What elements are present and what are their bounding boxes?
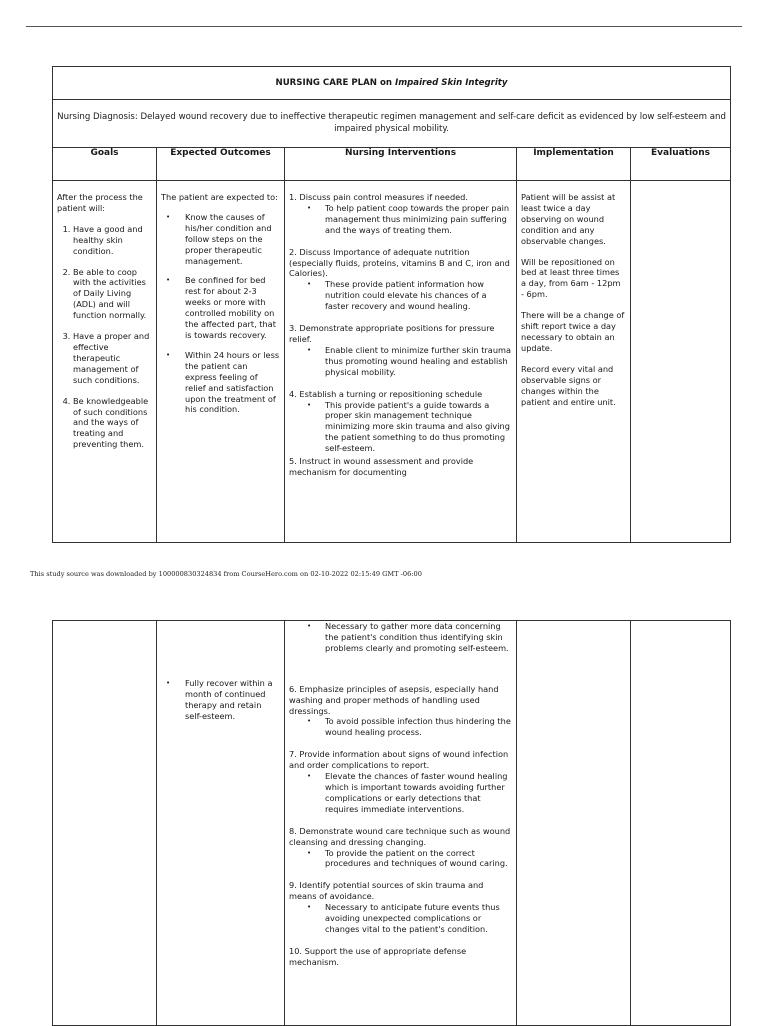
implementation-item: There will be a change of shift report twice a day necessary to obtain an update.	[521, 310, 625, 353]
implementation-item: Record every vital and observable signs or changes within the patient and entire unit.	[521, 363, 616, 407]
intervention-text: 7. Provide information about signs of wound infection and order complications to report.	[289, 749, 509, 771]
evaluations-cell	[631, 181, 731, 543]
outcome-item: • Fully recover within a month of continued therapy and retain self-esteem.	[179, 678, 280, 722]
intervention-text: 3. Demonstrate appropriate positions for pressure relief.	[289, 323, 495, 344]
intervention-rationale: • To provide the patient on the correct procedures and techniques of wound caring.	[325, 848, 512, 870]
header-goals: Goals	[53, 148, 157, 181]
implementation-item: Patient will be assist at least twice a day observing on wound condition and any observable changes.	[521, 192, 616, 246]
outcomes-list-continued	[161, 678, 280, 722]
implementation-cell	[517, 181, 631, 543]
goal-item: 4. Be knowledgeable of such conditions and the ways of treating and preventing them.	[73, 396, 152, 451]
intervention-text: 1. Discuss pain control measures if needed.	[289, 192, 468, 202]
intervention-rationale: • Necessary to anticipate future events thus avoiding unexpected complications or changes vital to the patient's condition.	[325, 902, 512, 935]
intervention-text: 10. Support the use of appropriate defense mechanism.	[289, 945, 467, 967]
care-plan-title	[53, 67, 731, 100]
header-nursing-interventions: Nursing Interventions	[285, 148, 517, 181]
intervention-rationale: • To help patient coop towards the proper pain management thus minimizing pain suffering and the ways of treating them.	[325, 203, 512, 236]
download-watermark: This study source was downloaded by 100000830324834 from CourseHero.com on 02-10-2022 02:15:49 GMT -06:00	[30, 570, 422, 578]
goal-item: 3. Have a proper and effective therapeutic management of such conditions.	[73, 331, 152, 386]
outcome-item: • Within 24 hours or less the patient can express feeling of relief and satisfaction upon the treatment of his condition.	[179, 350, 280, 415]
interventions-cell	[285, 181, 517, 543]
intervention-rationale: • Elevate the chances of faster wound healing which is important towards avoiding further complications or early detections that requires immediate interventions.	[325, 771, 512, 815]
outcome-item: • Be confined for bed rest for about 2-3 weeks or more with controlled mobility on the affected part, that is towards recovery.	[179, 275, 280, 340]
goals-intro: After the process the patient will:	[57, 192, 143, 213]
interventions-cell-continued	[285, 621, 517, 1026]
intervention-text: 8. Demonstrate wound care technique such as wound cleansing and dressing changing.	[289, 825, 511, 847]
outcomes-intro: The patient are expected to:	[161, 192, 278, 202]
intervention-rationale: • Necessary to gather more data concerning the patient's condition thus identifying skin problems clearly and promoting self-esteem.	[325, 621, 512, 654]
intervention-rationale: • To avoid possible infection thus hindering the wound healing process.	[325, 716, 512, 738]
outcomes-cell	[157, 181, 285, 543]
header-expected-outcomes: Expected Outcomes	[157, 148, 285, 181]
intervention-item	[289, 247, 512, 312]
title-condition: Impaired Skin Integrity	[395, 78, 508, 88]
goal-item: 1. Have a good and healthy skin condition.	[73, 224, 152, 257]
top-divider-line	[26, 26, 742, 27]
care-plan-table-page2	[52, 620, 731, 1026]
intervention-item	[289, 826, 512, 870]
intervention-item	[289, 684, 512, 739]
title-prefix: NURSING CARE PLAN on	[275, 78, 395, 88]
intervention-text: 4. Establish a turning or repositioning schedule	[289, 388, 483, 399]
intervention-text: 5. Instruct in wound assessment and provide mechanism for documenting	[289, 456, 474, 477]
header-implementation: Implementation	[517, 148, 631, 181]
outcomes-cell-continued	[157, 621, 285, 1026]
care-plan-table-page1	[52, 66, 731, 543]
evaluations-cell-continued	[631, 621, 731, 1026]
intervention-item	[289, 621, 512, 654]
intervention-item	[289, 749, 512, 814]
intervention-text: 6. Emphasize principles of asepsis, especially hand washing and proper methods of handling used dressings.	[289, 683, 499, 716]
goals-list	[57, 224, 152, 450]
goals-cell	[53, 181, 157, 543]
intervention-item	[289, 880, 512, 935]
intervention-item	[289, 389, 512, 454]
outcome-item: • Know the causes of his/her condition and follow steps on the proper therapeutic management.	[179, 212, 280, 267]
implementation-cell-continued	[517, 621, 631, 1026]
outcomes-list	[161, 212, 280, 415]
intervention-item	[289, 456, 512, 478]
header-evaluations: Evaluations	[631, 148, 731, 181]
intervention-item	[289, 946, 512, 968]
goal-item: 2. Be able to coop with the activities of Daily Living (ADL) and will function normally.	[73, 267, 152, 322]
intervention-rationale: • This provide patient's a guide towards a proper skin management technique minimizing more skin trauma and also giving the patient something to do thus promoting self-esteem.	[325, 400, 512, 455]
intervention-rationale: • Enable client to minimize further skin trauma thus promoting wound healing and establish physical mobility.	[325, 345, 512, 378]
goals-cell-continued	[53, 621, 157, 1026]
intervention-item	[289, 192, 512, 236]
intervention-item	[289, 323, 512, 378]
implementation-item: Will be repositioned on bed at least three times a day, from 6am - 12pm - 6pm.	[521, 256, 621, 300]
intervention-text: 9. Identify potential sources of skin trauma and means of avoidance.	[289, 880, 484, 902]
intervention-text: 2. Discuss Importance of adequate nutrition (especially fluids, proteins, vitamins B and C, iron and Calories).	[289, 246, 510, 279]
intervention-rationale: • These provide patient information how nutrition could elevate his chances of a faster recovery and wound healing.	[325, 279, 512, 312]
nursing-diagnosis: Nursing Diagnosis: Delayed wound recovery due to ineffective therapeutic regimen management and self-care deficit as evidenced by low self-esteem and impaired physical mobility.	[53, 100, 731, 148]
